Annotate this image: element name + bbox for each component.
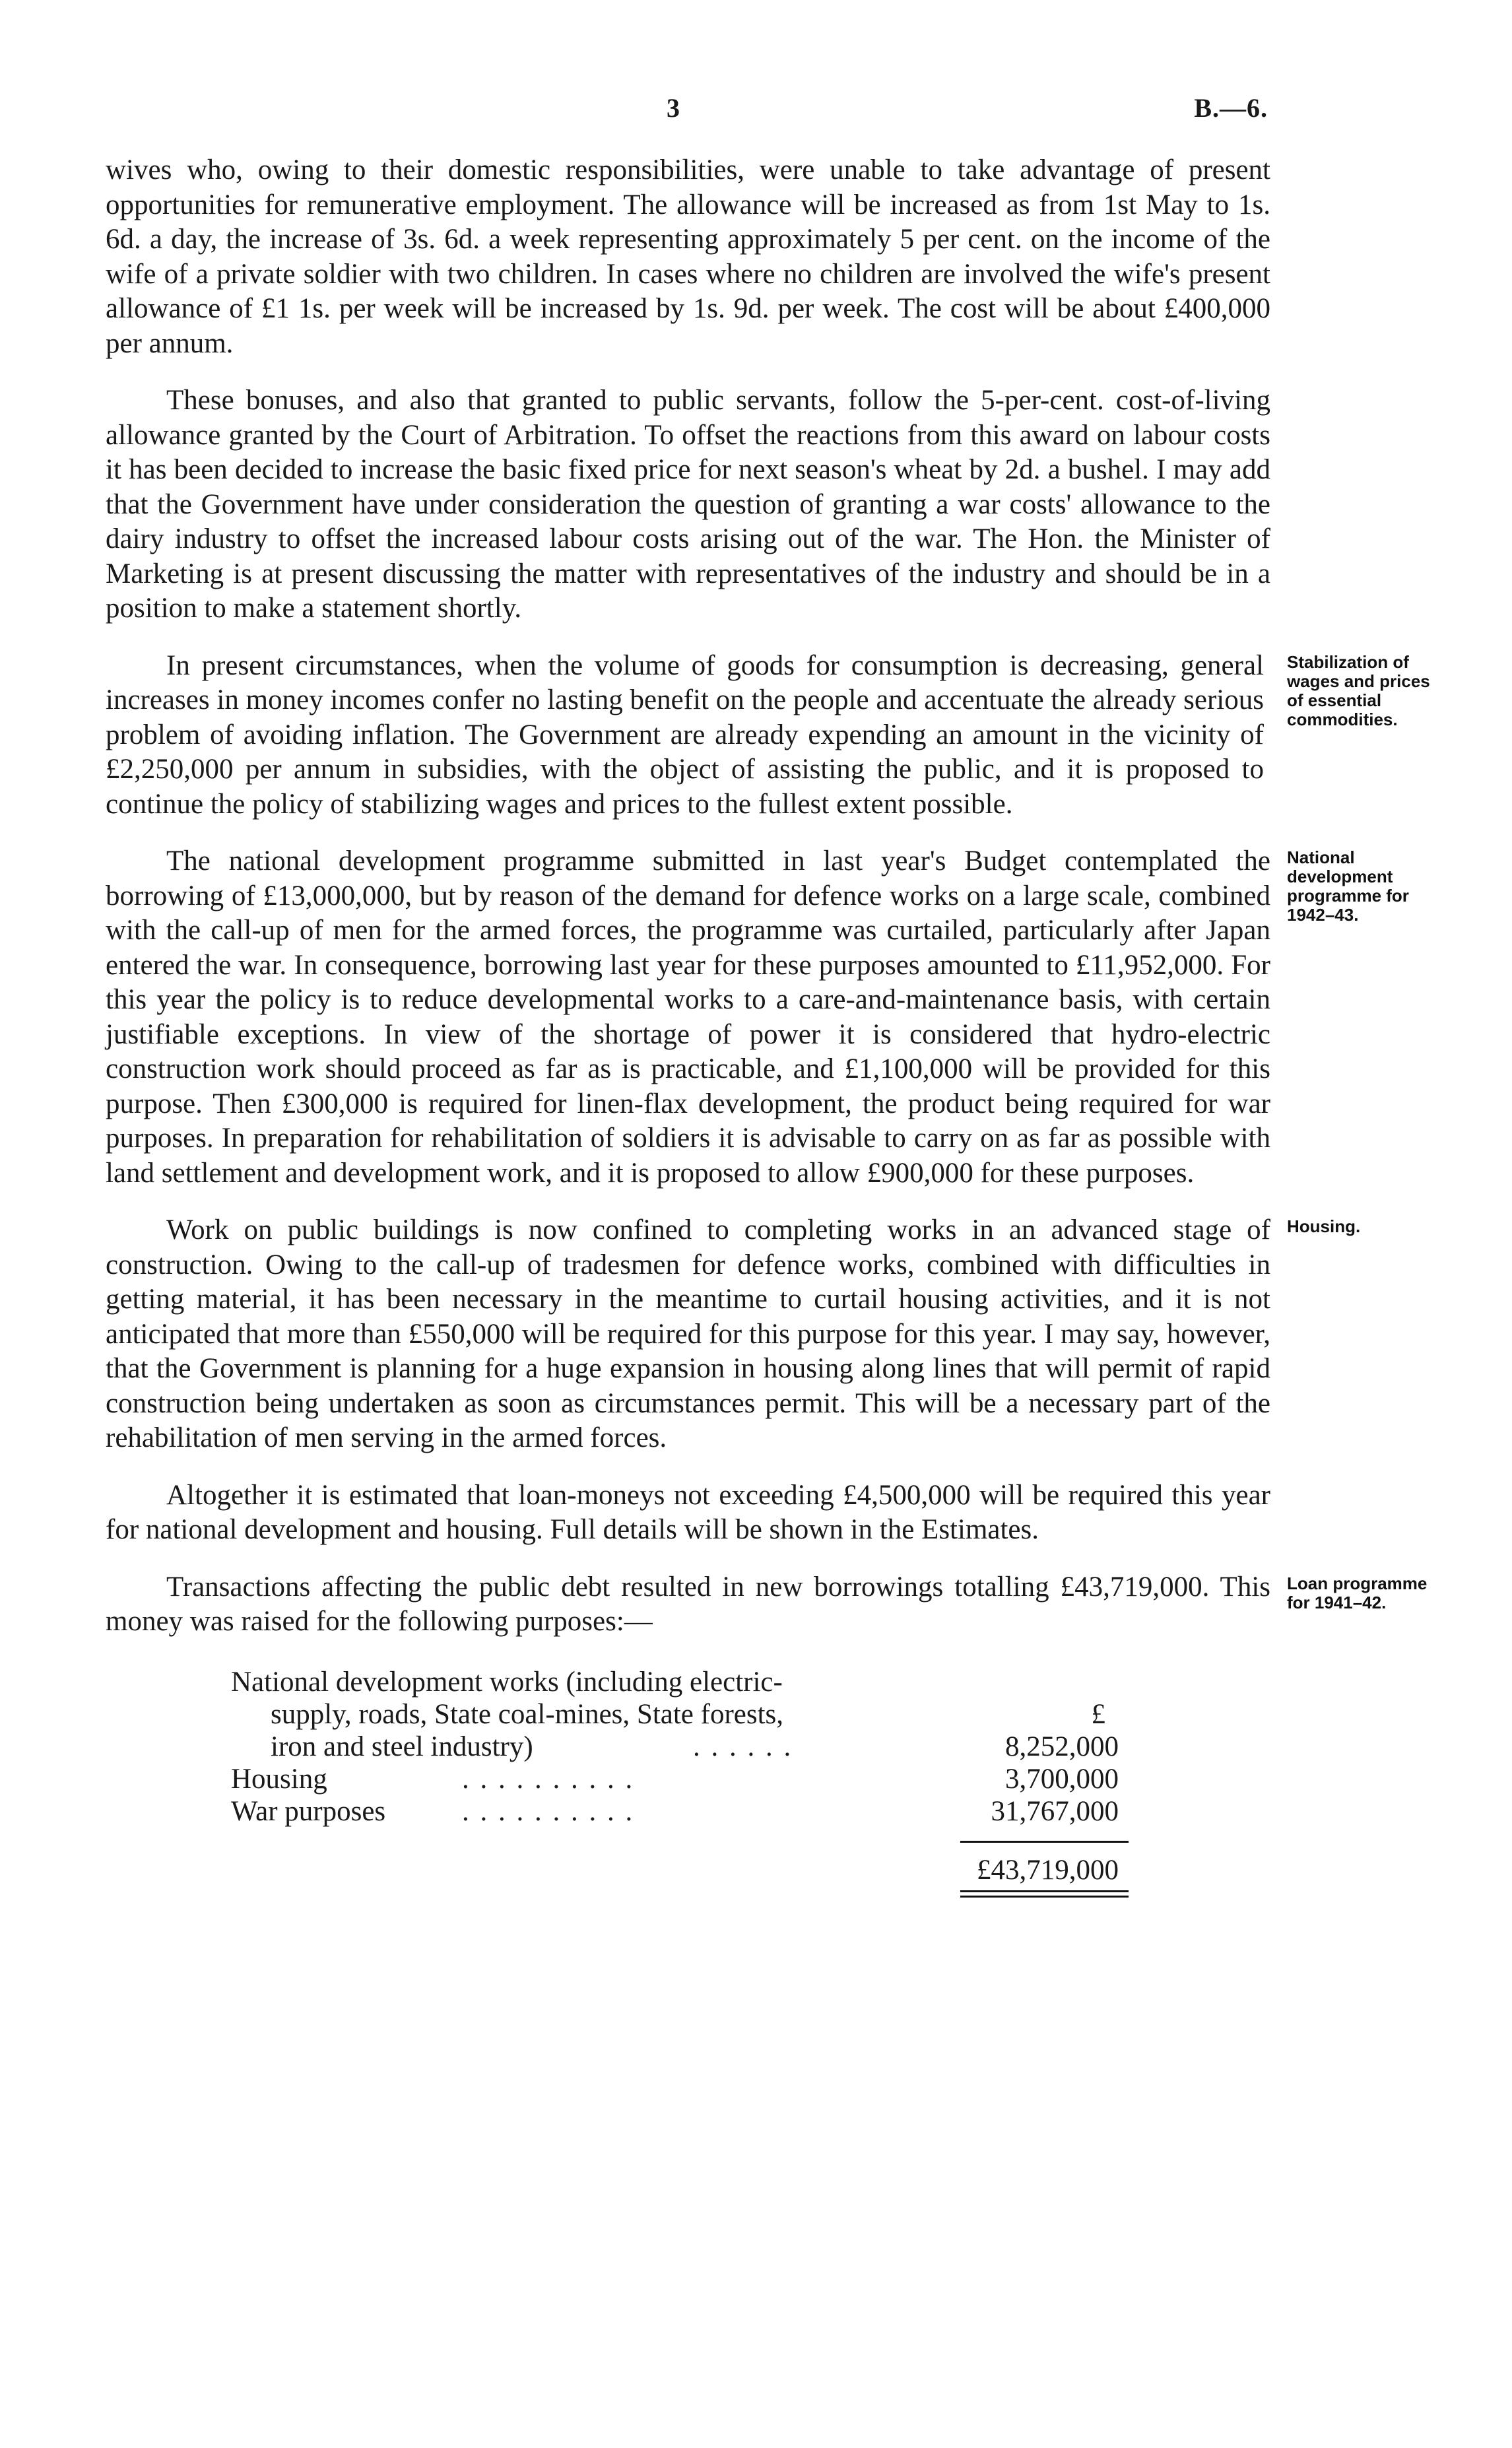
paragraph-transactions: Transactions affecting the public debt resulted in new borrowings totalling £43,719,000. This money was raised for the following purposes:— — [106, 1571, 1270, 1637]
page-number: 3 — [667, 93, 680, 123]
row-label: National development works (including electric- — [231, 1666, 783, 1698]
section-loan-programme — [106, 1570, 1428, 1639]
paragraph-bonuses: These bonuses, and also that granted to public servants, follow the 5-per-cent. cost-of-living allowance granted by the Court of Arbitration. To offset the reactions from this award on labour costs it has been decided to increase the basic fixed price for next season's wheat by 2d. a bushel. I may add that the Government have under consideration the question of granting a war costs' allowance to the dairy industry to offset the increased labour costs arising out of the war. The Hon. the Minister of Marketing is at present discussing the matter with representatives of the industry and should be in a position to make a statement shortly. — [106, 385, 1270, 624]
row-label: Housing — [231, 1763, 327, 1795]
total-value: £43,719,000 — [977, 1854, 1119, 1886]
row-label: iron and steel industry) — [271, 1731, 533, 1762]
borrowings-table — [106, 1666, 1270, 1900]
paragraph-national-development: The national development programme submitted in last year's Budget contemplated the borrowing of £13,000,000, but by reason of the demand for defence works on a large scale, combined with the call-up of men for the armed forces, the programme was curtailed, particularly after Japan entered the war. In consequence, borrowing last year for these purposes amounted to £11,952,000. For this year the policy is to reduce developmental works to a care-and-maintenance basis, with certain justifiable exceptions. In view of the shortage of power it is considered that hydro-electric construction work should proceed as far as is practicable, and £1,100,000 will be provided for this purpose. Then £300,000 is required for linen-flax development, the product being required for war purposes. In preparation for rehabilitation of soldiers it is advisable to carry on as far as possible with land settlement and development work, and it is proposed to allow £900,000 for these purposes. — [106, 845, 1270, 1189]
section-stabilization — [106, 649, 1430, 822]
total-rule-top — [960, 1890, 1129, 1892]
side-note-loan-programme: Loan programme for 1941–42. — [1287, 1573, 1428, 1612]
row-value: 8,252,000 — [1005, 1731, 1119, 1762]
paragraph-allowance: wives who, owing to their domestic responsibilities, were unable to take advantage of present opportunities for remunerative employment. The allowance will be increased as from 1st May to 1s. 6d. a day, the increase of 3s. 6d. a week representing approximately 5 per cent. on the income of the wife of a private soldier with two children. In cases where no children are involved the wife's present allowance of £1 1s. per week will be increased by 1s. 9d. per week. The cost will be about £400,000 per annum. — [106, 154, 1270, 359]
section-housing — [106, 1213, 1361, 1456]
page-body — [106, 153, 1430, 1900]
dot-leaders: . . . . . . . . . . — [462, 1795, 635, 1827]
dot-leaders: . . . . . . . . . . — [462, 1763, 635, 1795]
dot-leaders: . . . . . . — [693, 1731, 793, 1762]
section-national-development — [106, 844, 1409, 1191]
row-value: 3,700,000 — [1005, 1763, 1119, 1795]
document-reference: B.—6. — [1194, 93, 1268, 123]
row-label: War purposes — [231, 1795, 386, 1827]
side-note-housing: Housing. — [1287, 1216, 1361, 1236]
subtotal-rule — [960, 1841, 1129, 1843]
paragraph-loan-moneys: Altogether it is estimated that loan-moneys not exceeding £4,500,000 will be required this year for national development and housing. Full details will be shown in the Estimates. — [106, 1479, 1270, 1545]
table-row — [106, 1698, 1270, 1731]
row-label: supply, roads, State coal-mines, State forests, — [271, 1698, 784, 1730]
paragraph-housing: Work on public buildings is now confined to completing works in an advanced stage of construction. Owing to the call-up of tradesmen for defence works, combined with difficulties in getting material, it has been necessary in the meantime to curtail housing activities, and it is not anticipated that more than £550,000 will be required for this purpose for this year. I may say, however, that the Government is planning for a huge expansion in housing along lines that will permit of rapid construction being undertaken as soon as circumstances permit. This will be a necessary part of the rehabilitation of men serving in the armed forces. — [106, 1214, 1270, 1453]
paragraph-stabilization: In present circumstances, when the volume of goods for consumption is decreasing, general increases in money incomes confer no lasting benefit on the people and accentuate the already serious problem of avoiding inflation. The Government are already expending an amount in the vicinity of £2,250,000 per annum in subsidies, with the object of assisting the public, and it is proposed to continue the policy of stabilizing wages and prices to the fullest extent possible. — [106, 649, 1264, 820]
table-row — [106, 1666, 1270, 1698]
table-row — [106, 1795, 1270, 1828]
row-value: 31,767,000 — [991, 1795, 1119, 1827]
total-rule-bottom — [960, 1896, 1129, 1898]
table-row — [106, 1763, 1270, 1795]
table-row — [106, 1731, 1270, 1763]
side-note-stabilization: Stabilization of wages and prices of essential commodities. — [1287, 651, 1430, 729]
side-note-national-development: National development programme for 1942–43. — [1287, 847, 1409, 925]
table-row-total — [106, 1854, 1270, 1886]
currency-symbol: £ — [1091, 1698, 1105, 1730]
